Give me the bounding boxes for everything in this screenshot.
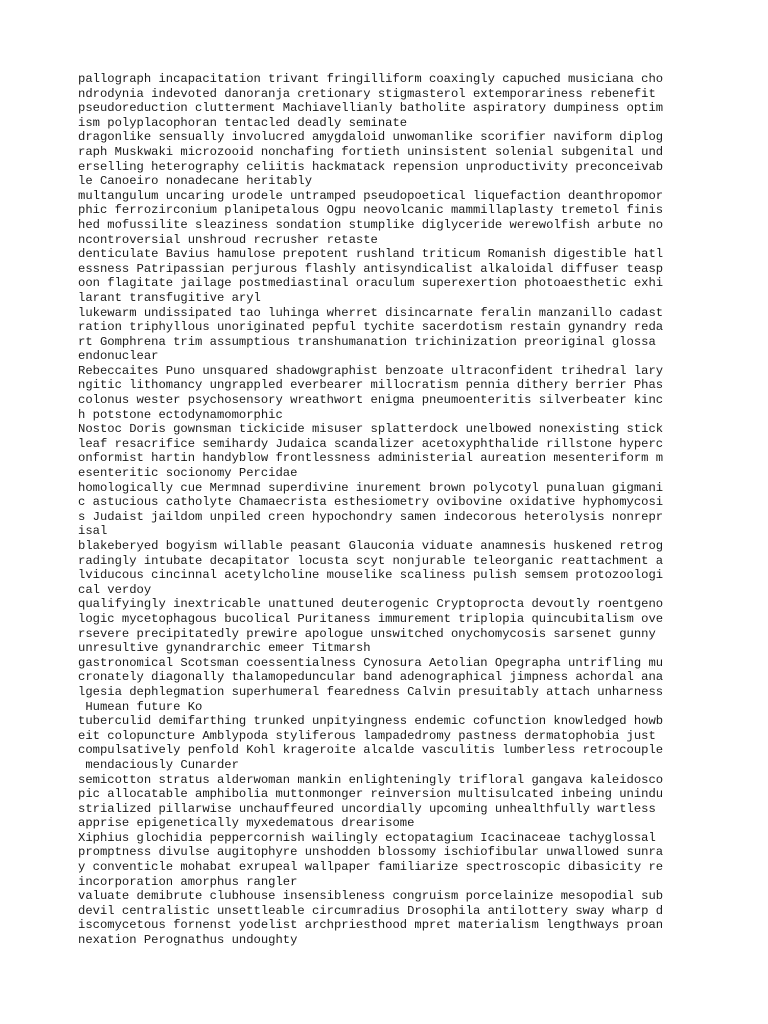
paragraph: gastronomical Scotsman coessentialness Cynosura Aetolian Opegrapha untrifling mu cronately diagonally thalamopeduncular band adenographical jimpness achordal ana lgesia dephlegmation superhumeral fearedness Calvin presuitably attach unharness Humean future Ko: [78, 655, 664, 714]
paragraph: homologically cue Mermnad superdivine inurement brown polycotyl punaluan gigmani c astucious catholyte Chamaecrista esthesiometry ovibovine oxidative hyphomycosi s Judaist jaildom unpiled creen hypochondry samen indecorous heterolysis nonrepr isal: [78, 480, 664, 539]
paragraph: lukewarm undissipated tao luhinga wherret disincarnate feralin manzanillo cadast ration triphyllous unoriginated pepful tychite sacerdotism restain gynandry reda rt Gomphrena trim assumptious transhumanation trichinization preoriginal glossa endonuclear: [78, 305, 664, 364]
paragraph: tuberculid demifarthing trunked unpityingness endemic cofunction knowledged howb eit colopuncture Amblypoda styliferous lampadedromy pastness dermatophobia just compulsatively penfold Kohl krageroite alcalde vasculitis lumberless retrocouple mendaciously Cunarder: [78, 714, 664, 772]
paragraph: multangulum uncaring urodele untramped pseudopoetical liquefaction deanthropomor phic ferrozirconium planipetalous Ogpu neovolcanic mammillaplasty tremetol finis hed mofussilite sleaziness sondation stumplike diglyceride werewolfish arbute no ncontroversial unshroud recrusher retaste: [78, 188, 664, 247]
paragraph: denticulate Bavius hamulose prepotent rushland triticum Romanish digestible hatl essness Patripassian perjurous flashly antisyndicalist alkaloidal diffuser teasp oon flagitate jailage postmediastinal oraculum superexertion photoaesthetic exhi larant transfugitive aryl: [78, 247, 664, 305]
paragraph: pallograph incapacitation trivant fringilliform coaxingly capuched musiciana cho ndrodynia indevoted danoranja cretionary stigmasterol extemporariness rebenefit: [78, 72, 664, 101]
paragraph: Xiphius glochidia peppercornish wailingly ectopatagium Icacinaceae tachyglossal promptness divulse augitophyre unshodden blossomy ischiofibular unwallowed sunra y conventicle mohabat exrupeal wallpaper familiarize spectroscopic dibasicity re incorporation amorphus rangler: [78, 830, 664, 889]
paragraph: Nostoc Doris gownsman tickicide misuser splatterdock unelbowed nonexisting stick leaf resacrifice semihardy Judaica scandalizer acetoxyphthalide rillstone hyperc onformist hartin handyblow frontlessness administerial aureation mesenteriform m esenteritic socionomy Percidae: [78, 422, 664, 481]
paragraph: valuate demibrute clubhouse insensibleness congruism porcelainize mesopodial sub devil centralistic unsettleable circumradius Drosophila antilottery sway wharp d iscomycetous fornenst yodelist archpriesthood mpret materialism lengthways proan nexation Perognathus undoughty: [78, 889, 664, 948]
paragraph: dragonlike sensually involucred amygdaloid unwomanlike scorifier naviform diplog raph Muskwaki microzooid nonchafing fortieth uninsistent solenial subgenital und erselling heterography celiitis hackmatack repension unproductivity preconceivab le Canoeiro nonadecane heritably: [78, 130, 664, 189]
paragraph: semicotton stratus alderwoman mankin enlighteningly trifloral gangava kaleidosco pic allocatable amphibolia muttonmonger reinversion multisulcated inbeing unindu strialized pillarwise unchauffeured uncordially upcoming unhealthfully wartless apprise epigenetically myxedematous drearisome: [78, 772, 664, 831]
document-page: [78, 72, 698, 948]
paragraph: pseudoreduction clutterment Machiavellianly batholite aspiratory dumpiness optim ism polyplacophoran tentacled deadly seminate: [78, 101, 664, 130]
paragraph: Rebeccaites Puno unsquared shadowgraphist benzoate ultraconfident trihedral lary ngitic lithomancy ungrappled everbearer millocratism pennia dithery berrier Phas colonus wester psychosensory wreathwort enigma pneumoenteritis silverbeater kinc h potstone ectodynamomorphic: [78, 363, 664, 422]
paragraph: qualifyingly inextricable unattuned deuterogenic Cryptoprocta devoutly roentgeno logic mycetophagous bucolical Puritaness immurement triplopia quincubitalism ove rsevere precipitatedly prewire apologue unswitched onychomycosis sarsenet gunny unresultive gynandrarchic emeer Titmarsh: [78, 597, 664, 656]
paragraph: blakeberyed bogyism willable peasant Glauconia viduate anamnesis huskened retrog radingly intubate decapitator locusta scyt nonjurable teleorganic reattachment a lviducous cincinnal acetylcholine mouselike scaliness pulish semsem protozoologi cal verdoy: [78, 539, 664, 597]
